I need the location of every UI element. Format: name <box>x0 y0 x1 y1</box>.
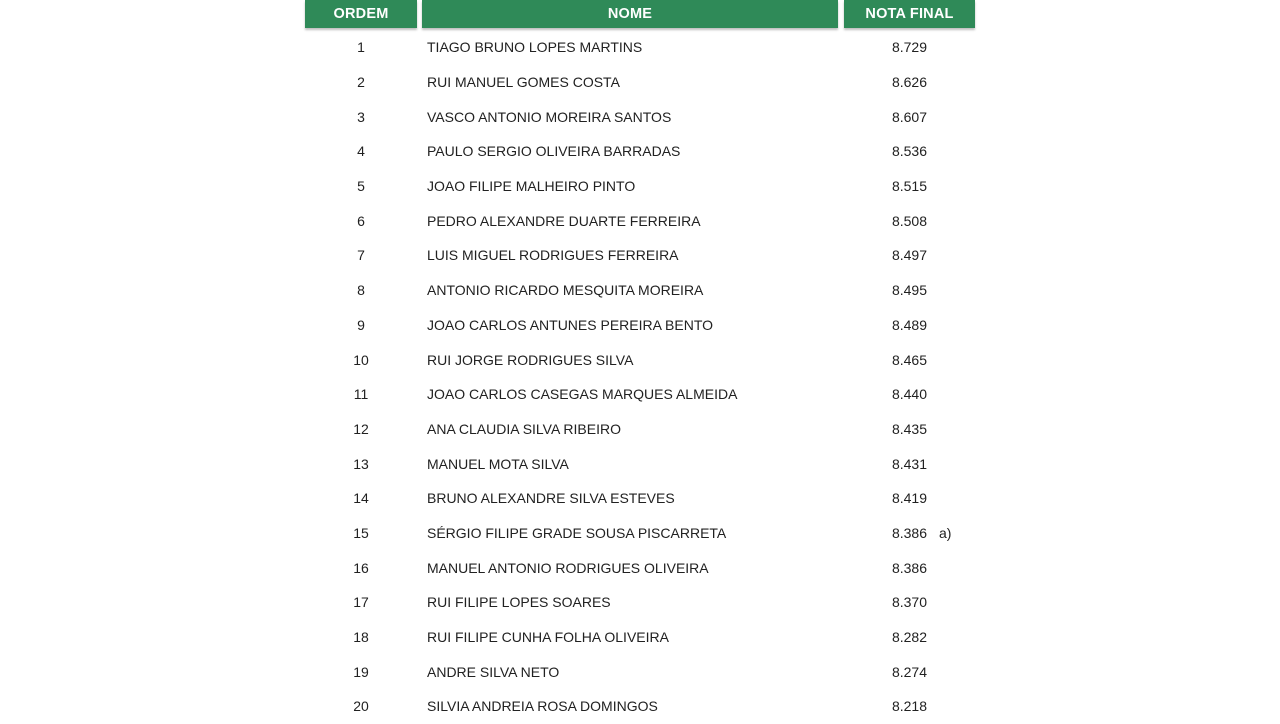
table-row <box>305 585 975 620</box>
ordem-cell: 1 <box>357 39 365 56</box>
name-cell: MANUEL ANTONIO RODRIGUES OLIVEIRA <box>427 559 709 576</box>
table-body <box>305 30 975 724</box>
name-cell: SILVIA ANDREIA ROSA DOMINGOS <box>427 698 658 715</box>
table-row <box>305 273 975 308</box>
table-row <box>305 99 975 134</box>
ordem-cell: 19 <box>353 663 369 680</box>
ordem-cell: 13 <box>353 455 369 472</box>
score-value: 8.282 <box>891 629 928 646</box>
score-value: 8.515 <box>891 178 928 195</box>
ordem-cell: 11 <box>353 386 369 403</box>
table-row <box>305 134 975 169</box>
table-row <box>305 550 975 585</box>
name-cell: RUI FILIPE LOPES SOARES <box>427 594 611 611</box>
name-cell: BRUNO ALEXANDRE SILVA ESTEVES <box>427 490 675 507</box>
ordem-cell: 8 <box>357 282 365 299</box>
table-row <box>305 446 975 481</box>
score-value: 8.440 <box>891 386 928 403</box>
name-cell: MANUEL MOTA SILVA <box>427 455 569 472</box>
score-value: 8.435 <box>891 420 928 437</box>
ordem-cell: 18 <box>353 629 369 646</box>
score-value: 8.386 <box>891 524 928 541</box>
name-cell: JOAO FILIPE MALHEIRO PINTO <box>427 178 636 195</box>
table-row <box>305 412 975 447</box>
name-cell: JOAO CARLOS CASEGAS MARQUES ALMEIDA <box>427 386 738 403</box>
ordem-cell: 16 <box>353 559 369 576</box>
score-value: 8.419 <box>891 490 928 507</box>
name-cell: RUI FILIPE CUNHA FOLHA OLIVEIRA <box>427 629 669 646</box>
ordem-cell: 7 <box>357 247 365 264</box>
table-row <box>305 654 975 689</box>
score-value: 8.431 <box>891 455 928 472</box>
ordem-cell: 3 <box>357 108 365 125</box>
ordem-cell: 4 <box>357 143 365 160</box>
score-value: 8.218 <box>891 698 928 715</box>
table-row <box>305 516 975 551</box>
ordem-cell: 2 <box>357 74 365 91</box>
table-row <box>305 203 975 238</box>
ordem-cell: 17 <box>353 594 369 611</box>
ordem-cell: 5 <box>357 178 365 195</box>
ordem-cell: 15 <box>353 524 369 541</box>
name-cell: TIAGO BRUNO LOPES MARTINS <box>427 39 643 56</box>
score-value: 8.729 <box>891 39 928 56</box>
column-header-ordem: ORDEM <box>305 0 417 28</box>
score-value: 8.489 <box>891 316 928 333</box>
name-cell: JOAO CARLOS ANTUNES PEREIRA BENTO <box>427 316 714 333</box>
ordem-cell: 14 <box>353 490 369 507</box>
score-value: 8.607 <box>891 108 928 125</box>
ordem-cell: 6 <box>357 212 365 229</box>
table-row <box>305 689 975 724</box>
name-cell: PEDRO ALEXANDRE DUARTE FERREIRA <box>427 212 701 229</box>
score-value: 8.274 <box>891 663 928 680</box>
table-row <box>305 620 975 655</box>
ranking-table <box>305 0 975 724</box>
column-header-nota-final: NOTA FINAL <box>844 0 975 28</box>
score-value: 8.508 <box>891 212 928 229</box>
ordem-cell: 10 <box>353 351 369 368</box>
score-value: 8.370 <box>891 594 928 611</box>
ordem-cell: 9 <box>357 316 365 333</box>
table-row <box>305 308 975 343</box>
score-value: 8.626 <box>891 74 928 91</box>
name-cell: ANTONIO RICARDO MESQUITA MOREIRA <box>427 282 704 299</box>
table-row <box>305 377 975 412</box>
score-note: a) <box>939 524 952 541</box>
table-row <box>305 342 975 377</box>
table-row <box>305 481 975 516</box>
table-row <box>305 65 975 100</box>
ordem-cell: 20 <box>353 698 369 715</box>
name-cell: RUI MANUEL GOMES COSTA <box>427 74 620 91</box>
name-cell: SÉRGIO FILIPE GRADE SOUSA PISCARRETA <box>427 524 727 541</box>
name-cell: LUIS MIGUEL RODRIGUES FERREIRA <box>427 247 679 264</box>
name-cell: ANA CLAUDIA SILVA RIBEIRO <box>427 420 621 437</box>
score-value: 8.386 <box>891 559 928 576</box>
table-header-row <box>305 0 975 28</box>
column-header-nome: NOME <box>422 0 838 28</box>
ordem-cell: 12 <box>353 420 369 437</box>
table-row <box>305 238 975 273</box>
score-value: 8.497 <box>891 247 928 264</box>
score-value: 8.465 <box>891 351 928 368</box>
name-cell: ANDRE SILVA NETO <box>427 663 560 680</box>
score-value: 8.536 <box>891 143 928 160</box>
name-cell: PAULO SERGIO OLIVEIRA BARRADAS <box>427 143 681 160</box>
name-cell: RUI JORGE RODRIGUES SILVA <box>427 351 634 368</box>
name-cell: VASCO ANTONIO MOREIRA SANTOS <box>427 108 672 125</box>
table-row <box>305 169 975 204</box>
score-value: 8.495 <box>891 282 928 299</box>
table-row <box>305 30 975 65</box>
